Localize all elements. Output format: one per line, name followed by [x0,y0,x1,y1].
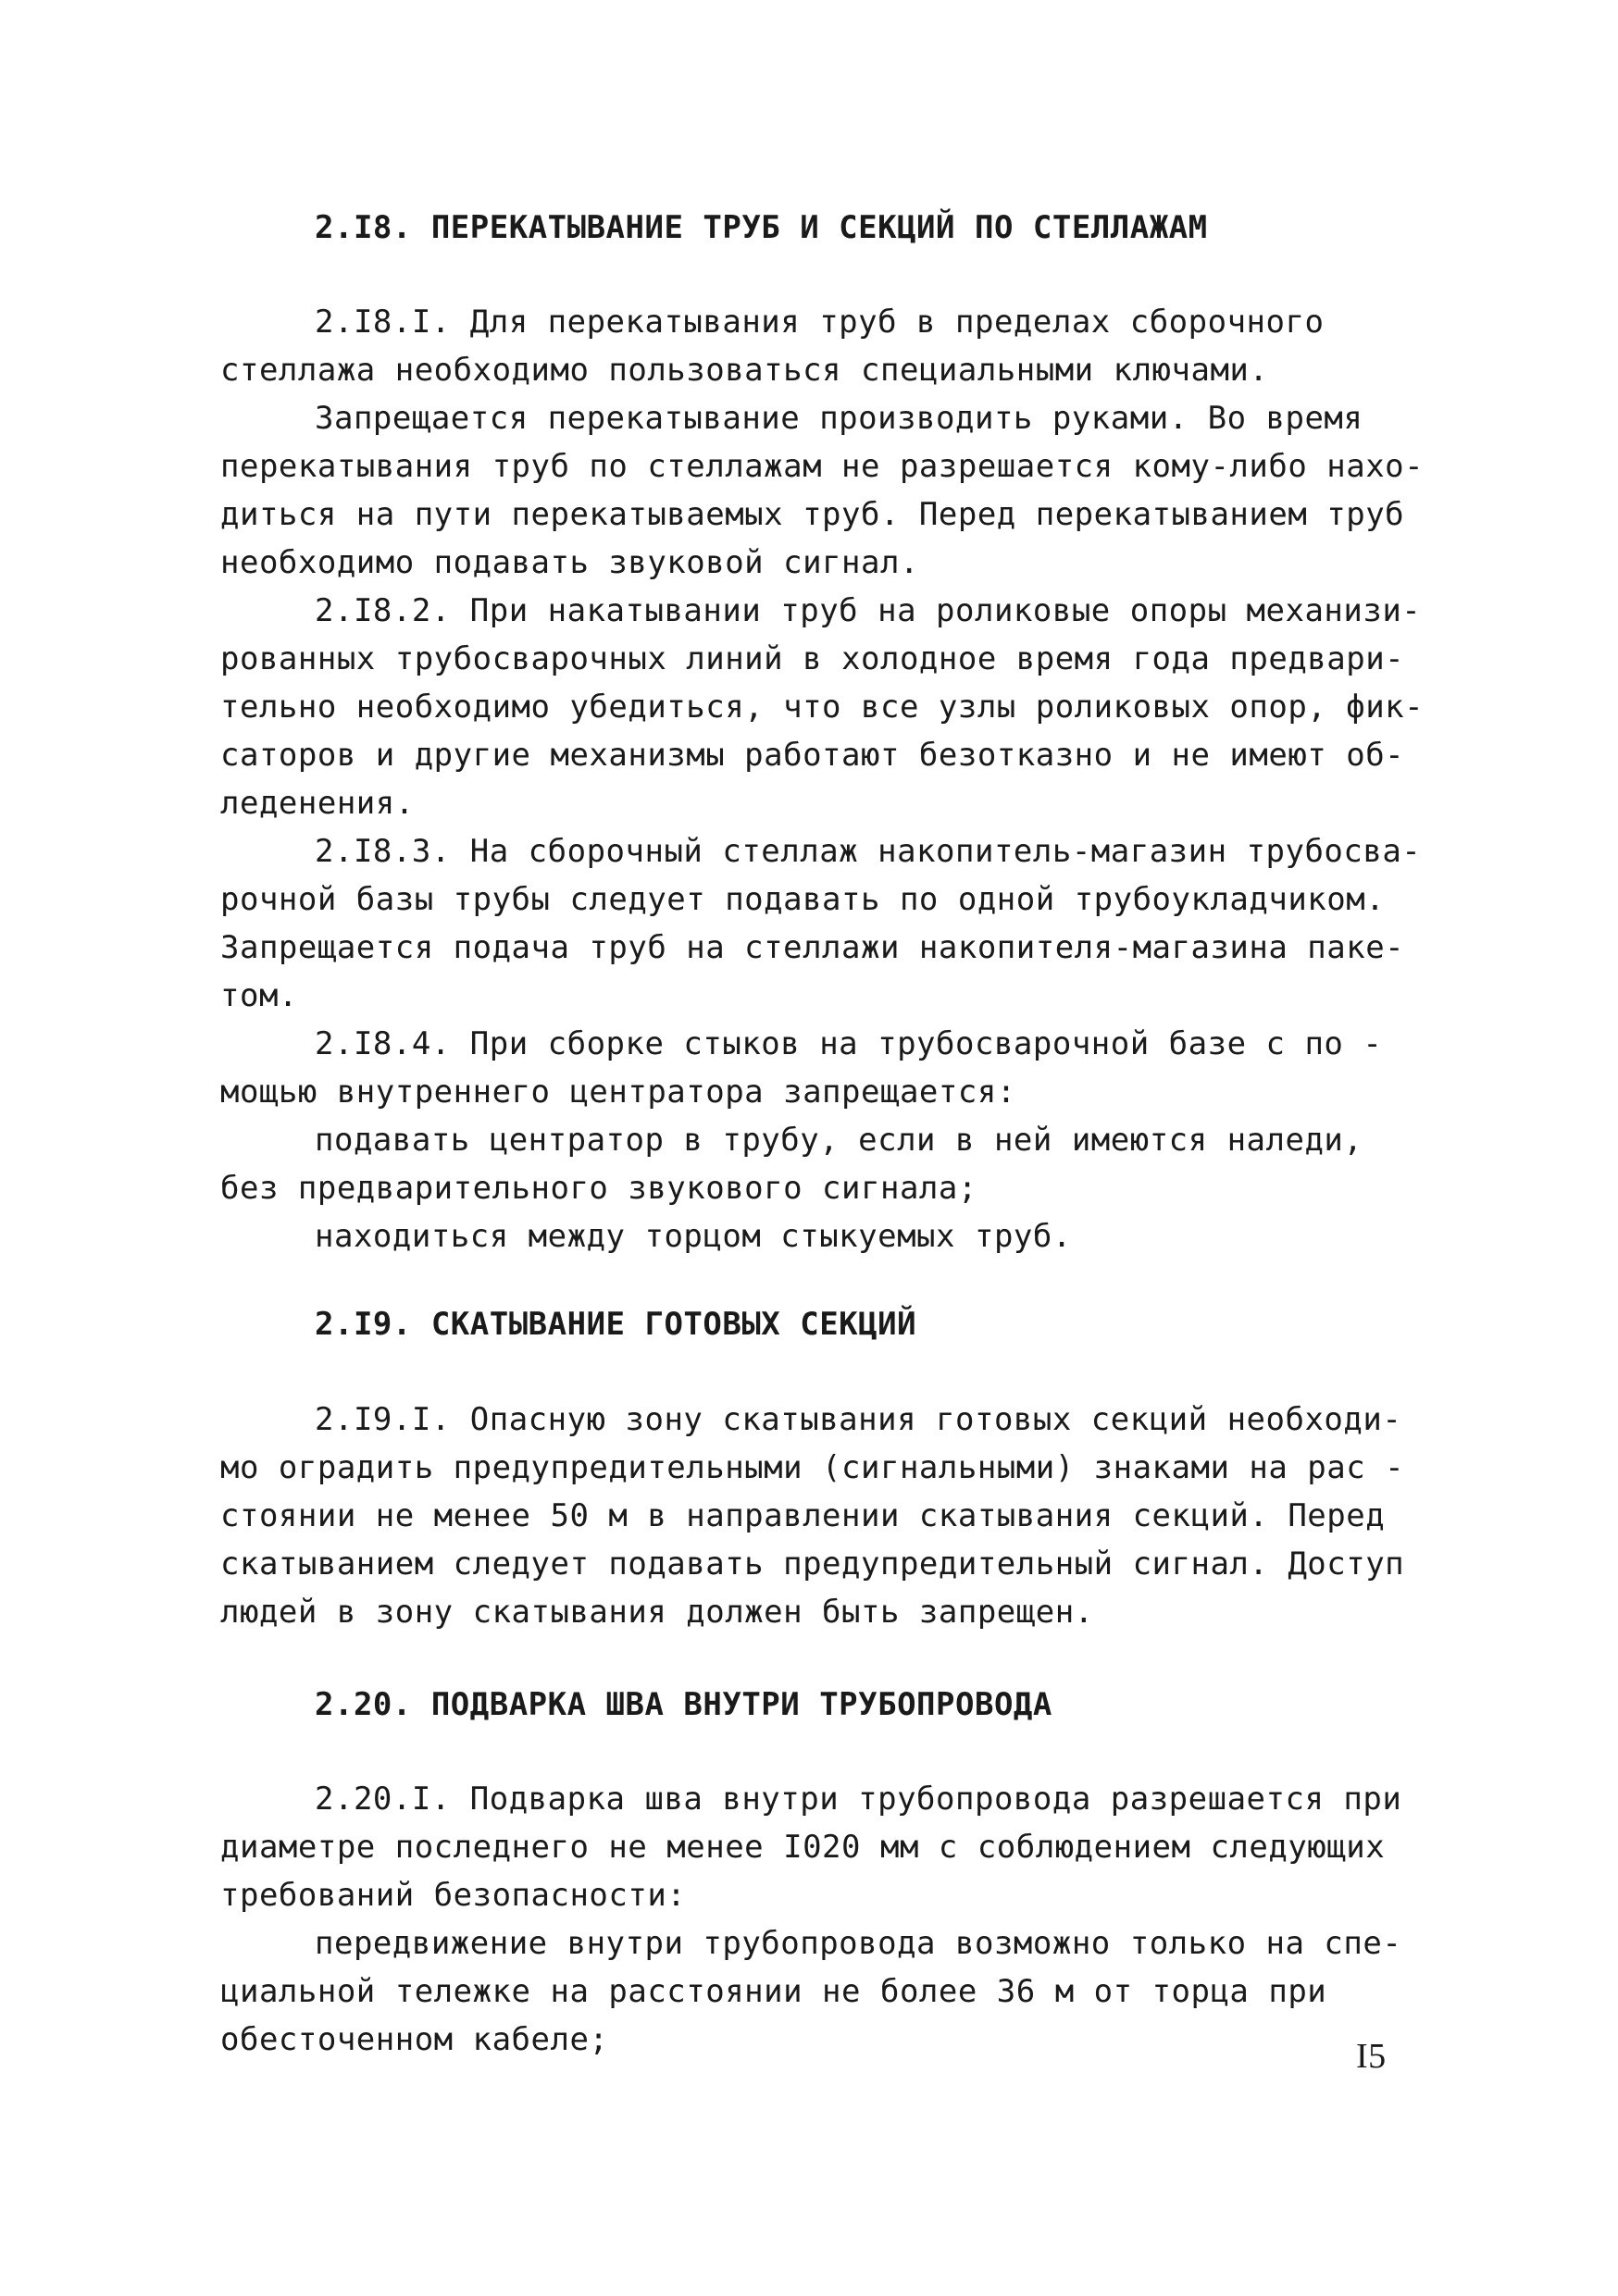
paragraph-line: передвижение внутри трубопровода возможно только на спе- [315,1925,1402,1962]
paragraph-line: необходимо подавать звуковой сигнал. [220,544,919,581]
paragraph-line: требований безопасности: [220,1877,687,1914]
paragraph-line: циальной тележке на расстоянии не более 36 м от торца при [220,1973,1327,2010]
paragraph-line: находиться между торцом стыкуемых труб. [315,1218,1072,1255]
paragraph-line: мо оградить предупредительными (сигнальными) знаками на рас - [220,1449,1405,1486]
paragraph-line: тельно необходимо убедиться, что все узлы роликовых опор, фик- [220,689,1425,726]
paragraph-line: 2.I9.I. Опасную зону скатывания готовых секций необходи- [315,1401,1402,1438]
paragraph-line: людей в зону скатывания должен быть запрещен. [220,1594,1094,1631]
section-heading: 2.I8. ПЕРЕКАТЫВАНИЕ ТРУБ И СЕКЦИЙ ПО СТЕЛЛАЖАМ [315,209,1208,246]
paragraph-line: стеллажа необходимо пользоваться специальными ключами. [220,352,1269,389]
paragraph-line: 2.20.I. Подварка шва внутри трубопровода разрешается при [315,1781,1402,1818]
paragraph-line: том. [220,977,298,1014]
paragraph-line: Запрещается перекатывание производить руками. Во время [315,400,1363,437]
section-heading: 2.I9. СКАТЫВАНИЕ ГОТОВЫХ СЕКЦИЙ [315,1306,917,1343]
paragraph-line: 2.I8.4. При сборке стыков на трубосварочной базе с по - [315,1025,1383,1062]
paragraph-line: стоянии не менее 50 м в направлении скатывания секций. Перед [220,1497,1386,1534]
paragraph-line: диться на пути перекатываемых труб. Перед перекатыванием труб [220,496,1405,533]
paragraph-line: 2.I8.2. При накатывании труб на роликовые опоры механизи- [315,592,1422,629]
paragraph-line: 2.I8.3. На сборочный стеллаж накопитель-магазин трубосва- [315,833,1422,870]
paragraph-line: леденения. [220,785,415,822]
paragraph-line: саторов и другие механизмы работают безотказно и не имеют об- [220,737,1405,774]
paragraph-line: скатыванием следует подавать предупредительный сигнал. Доступ [220,1545,1405,1582]
paragraph-line: Запрещается подача труб на стеллажи накопителя-магазина паке- [220,929,1405,966]
paragraph-line: рованных трубосварочных линий в холодное время года предвари- [220,640,1405,677]
paragraph-line: 2.I8.I. Для перекатывания труб в пределах сборочного [315,304,1325,341]
paragraph-line: мощью внутреннего центратора запрещается: [220,1074,1016,1111]
paragraph-line: без предварительного звукового сигнала; [220,1170,977,1207]
paragraph-line: рочной базы трубы следует подавать по одной трубоукладчиком. [220,881,1386,918]
paragraph-line: диаметре последнего не менее I020 мм с соблюдением следующих [220,1829,1386,1866]
page-number: I5 [1356,2037,1387,2076]
paragraph-line: подавать центратор в трубу, если в ней имеются наледи, [315,1122,1363,1159]
paragraph-line: обесточенном кабеле; [220,2021,609,2058]
paragraph-line: перекатывания труб по стеллажам не разрешается кому-либо нахо- [220,448,1425,485]
section-heading: 2.20. ПОДВАРКА ШВА ВНУТРИ ТРУБОПРОВОДА [315,1686,1052,1723]
